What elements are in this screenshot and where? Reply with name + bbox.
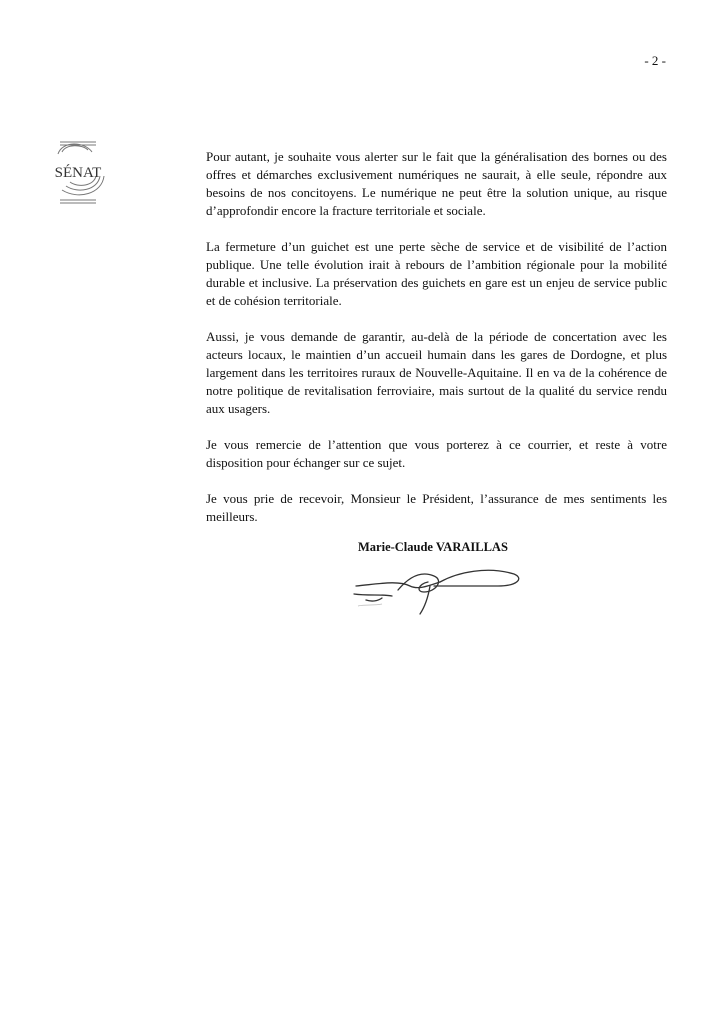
paragraph-3: Aussi, je vous demande de garantir, au-delà de la période de concertation avec les acteurs locaux, le maintien d’un accueil humain dans les gares de Dordogne, et plus largement dans les territoires ruraux de Nouvelle-Aquitaine. Il en va de la cohérence de notre politique de revitalisation ferroviaire, mais surtout de la qualité du service rendu aux usagers. <box>206 329 667 416</box>
paragraph-4: Je vous remercie de l’attention que vous porterez à ce courrier, et reste à votre disposition pour échanger sur ce sujet. <box>206 437 667 470</box>
signer-name: Marie-Claude VARAILLAS <box>358 540 508 554</box>
paragraph-2: La fermeture d’un guichet est une perte sèche de service et de visibilité de l’action publique. Une telle évolution irait à rebours de l’ambition régionale pour la mobilité durable et inclusive. La préservation des guichets en gare est un enjeu de service public et de cohésion territoriale. <box>206 239 667 308</box>
paragraph-5: Je vous prie de recevoir, Monsieur le Président, l’assurance de mes sentiments les meilleurs. <box>206 491 667 524</box>
paragraph-1: Pour autant, je souhaite vous alerter sur le fait que la généralisation des bornes ou des offres et démarches exclusivement numériques ne saurait, à elle seule, répondre aux besoins de nos concitoyens. Le numérique ne peut être la solution unique, au risque d’approfondir encore la fracture territoriale et sociale. <box>206 149 667 218</box>
letter-body <box>206 148 667 544</box>
logo-text: SÉNAT <box>54 165 102 181</box>
handwritten-signature-icon <box>348 556 528 620</box>
senat-logo-icon <box>42 136 114 208</box>
page-number: - 2 - <box>644 53 666 68</box>
